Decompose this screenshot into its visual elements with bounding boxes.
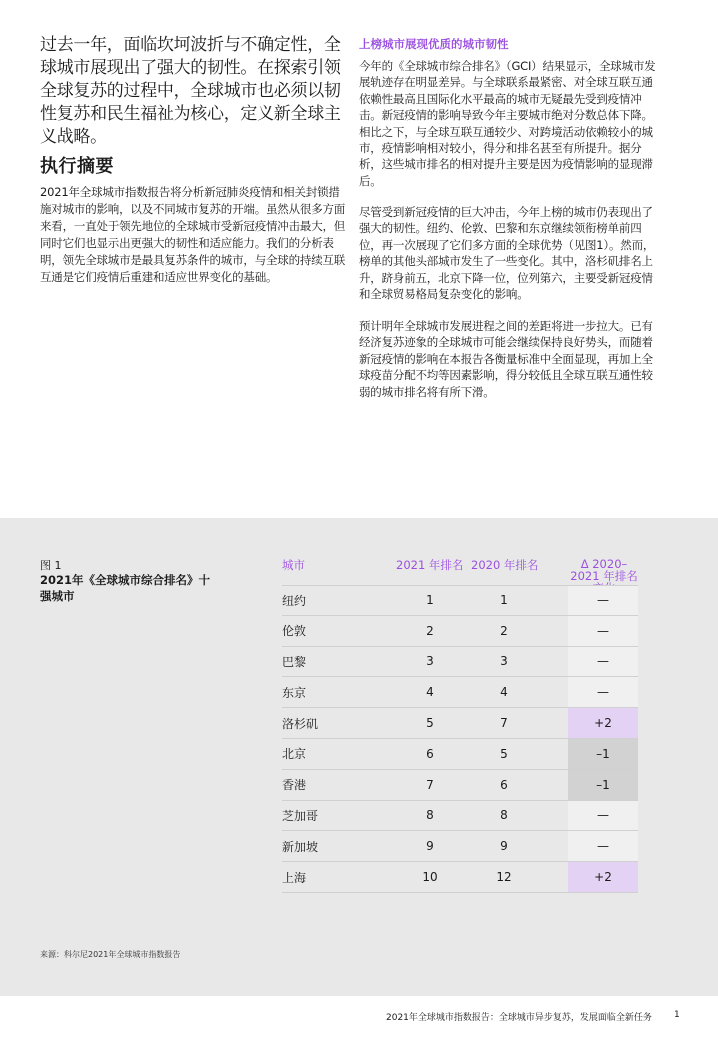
cell-rank-2021: 5 [426,716,434,731]
cell-city: 芝加哥 [282,808,319,823]
cell-rank-2021: 3 [426,654,434,669]
figure-label: 图 1 [40,559,62,572]
table-row [282,677,638,708]
cell-rank-2020: 12 [496,870,512,885]
cell-rank-2021: 6 [426,746,434,761]
cell-rank-change-up: +2 [568,708,638,738]
cell-rank-2021: 7 [426,777,434,792]
cell-city: 北京 [282,747,307,762]
table-row [282,647,638,678]
cell-rank-change: — [568,677,638,707]
header-rank-change: Δ 2020–2021 年排名 [570,557,638,583]
cell-rank-2021: 9 [426,839,434,854]
cell-city: 伦敦 [282,624,307,639]
header-city: 城市 [282,558,305,572]
cell-rank-2020: 8 [500,808,508,823]
cell-rank-2020: 4 [500,685,508,700]
table-row [282,862,638,893]
body-paragraph-1: 今年的《全球城市综合排名》（GCI）结果显示，全球城市发展轨迹存在明显差异。与全球联系最紧密、对全球互联互通依赖性最高且国际化水平最高的城市无疑最先受到疫情冲击。新冠疫情的影响导致今年主要城市绝对分数总体下降。相比之下，与全球互联互通较少、对跨境活动依赖较小的城市，疫情影响相对较小，得分和排名甚至有所提升。据分析，这些城市排名的相对提升主要是因为疫情影响的显现滞后。 [359,59,656,188]
cell-rank-change: — [568,586,638,615]
cell-rank-2020: 6 [500,777,508,792]
cell-city: 纽约 [282,593,307,608]
section-heading-resilience: 上榜城市展现优质的城市韧性 [359,37,509,51]
executive-summary-heading: 执行摘要 [40,156,114,177]
cell-city: 洛杉矶 [282,716,319,731]
cell-city: 香港 [282,778,307,793]
body-paragraph-3: 预计明年全球城市发展进程之间的差距将进一步拉大。已有经济复苏迹象的全球城市可能会继续保持良好势头，而随着新冠疫情的影响在本报告各衡量标准中全面显现，再加上全球疫苗分配不均等因素影响，得分较低且全球互联互通性较弱的城市排名将有所下滑。 [359,319,653,399]
table-row [282,831,638,862]
cell-rank-2020: 3 [500,654,508,669]
table-row [282,801,638,832]
cell-city: 上海 [282,870,307,885]
table-row [282,708,638,739]
cell-rank-2021: 10 [422,870,438,885]
cell-rank-2021: 4 [426,685,434,700]
ranking-table [282,585,638,893]
table-row [282,616,638,647]
cell-rank-change: — [568,831,638,861]
cell-rank-2021: 2 [426,623,434,638]
executive-summary-paragraph: 2021年全球城市指数报告将分析新冠肺炎疫情和相关封锁措施对城市的影响，以及不同城市复苏的开端。虽然从很多方面来看，一直处于领先地位的全球城市受新冠疫情冲击最大，但同时它们也显示出更强大的韧性和适应能力。我们的分析表明，领先全球城市是最具复苏条件的城市，与全球的持续互联互通是它们疫情后重建和适应世界变化的基础。 [40,185,346,284]
cell-rank-2020: 7 [500,716,508,731]
page-footer: 2021年全球城市指数报告：全球城市异步复苏，发展面临全新任务 [386,1013,652,1023]
cell-rank-2020: 1 [500,593,508,608]
cell-city: 新加坡 [282,839,319,854]
cell-rank-change-up: +2 [568,862,638,892]
lead-statement: 过去一年，面临坎坷波折与不确定性，全球城市展现出了强大的韧性。在探索引领全球复苏的过程中，全球城市也必须以韧性复苏和民生福祉为核心，定义新全球主义战略。 [40,35,341,147]
cell-rank-2021: 1 [426,593,434,608]
header-rank-2021: 2021 年排名 [396,558,464,572]
header-rank-2020: 2020 年排名 [471,558,539,572]
figure-title: 2021年《全球城市综合排名》十强城市 [40,573,211,603]
cell-rank-change: — [568,801,638,831]
figure-source: 来源：科尔尼2021年全球城市指数报告 [40,950,181,959]
table-row [282,770,638,801]
cell-rank-change: — [568,616,638,646]
cell-rank-change-down: –1 [568,770,638,800]
table-row [282,739,638,770]
table-row [282,585,638,616]
cell-rank-change: — [568,647,638,677]
cell-rank-change-down: –1 [568,739,638,769]
cell-city: 巴黎 [282,654,307,669]
body-paragraph-2: 尽管受到新冠疫情的巨大冲击，今年上榜的城市仍表现出了强大的韧性。纽约、伦敦、巴黎和东京继续领衔榜单前四位，再一次展现了它们多方面的全球优势（见图1）。然而，榜单的其他头部城市发生了一些变化。其中，洛杉矶排名上升，跻身前五，北京下降一位，位列第六，主要受新冠疫情和全球贸易格局复杂变化的影响。 [359,205,655,302]
cell-rank-2020: 9 [500,839,508,854]
cell-rank-2021: 8 [426,808,434,823]
cell-rank-2020: 5 [500,746,508,761]
page-number: 1 [674,1010,680,1020]
cell-city: 东京 [282,685,307,700]
cell-rank-2020: 2 [500,623,508,638]
